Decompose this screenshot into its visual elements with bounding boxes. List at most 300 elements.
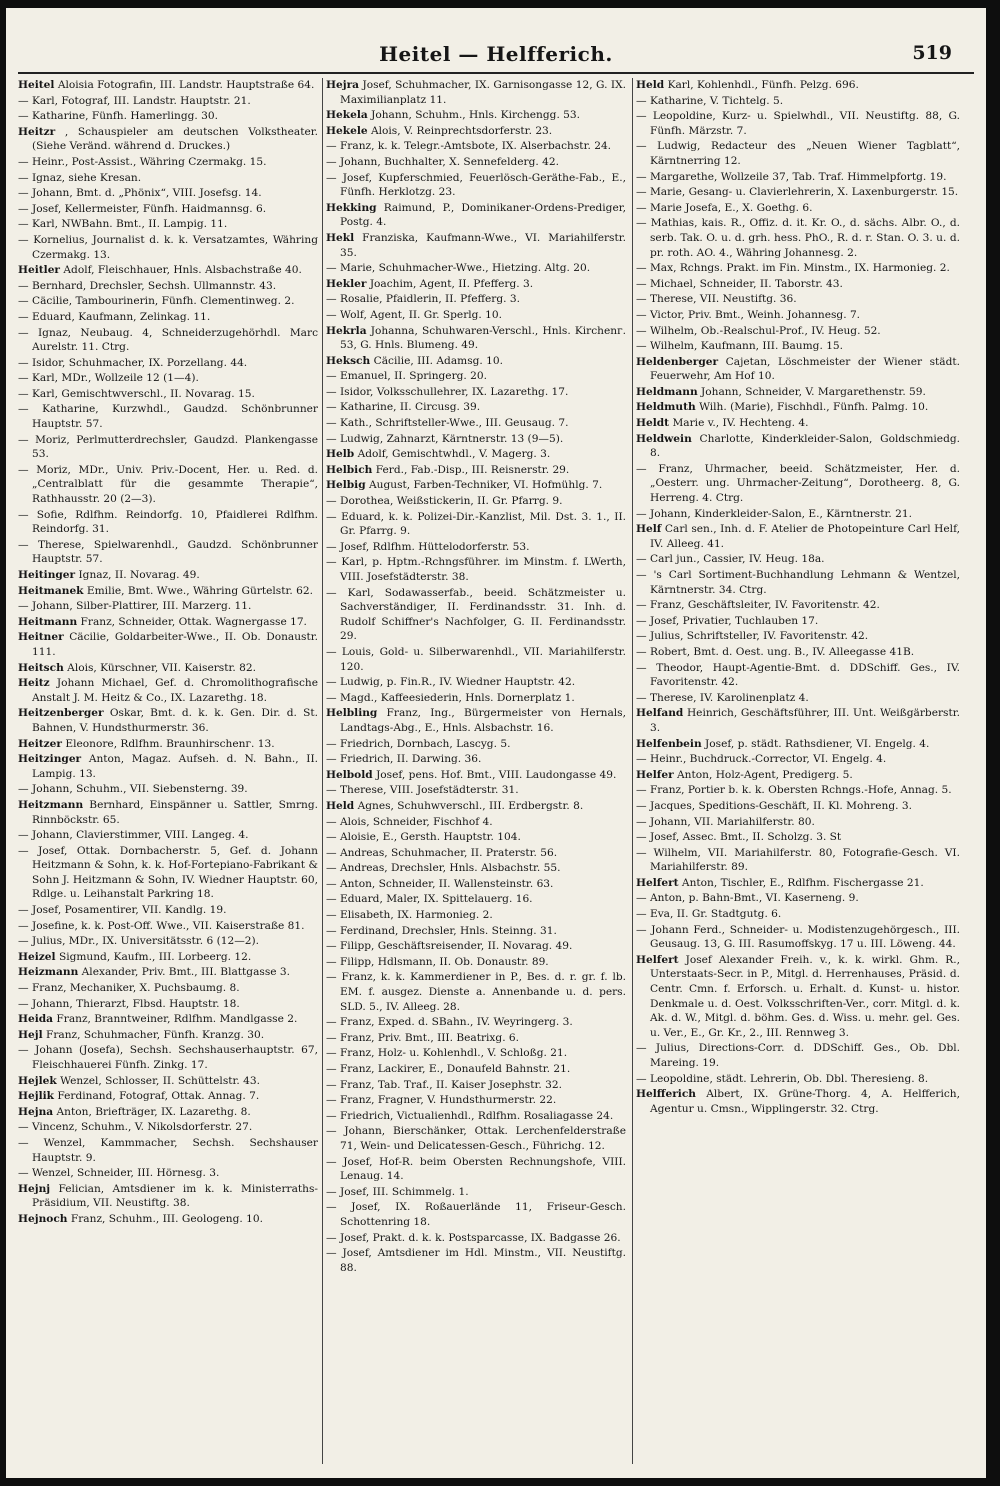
entry-text: — Andreas, Drechsler, Hnls. Alsbachstr. 55. (326, 862, 561, 875)
entry-surname: Hejl (18, 1028, 43, 1041)
entry-text: Franz, Ing., Bürgermeister von Hernals, Landtags-Abg., E., Hnls. Alsbachstr. 16. (340, 707, 626, 734)
entry-text: Adolf, Gemischtwhdl., V. Magerg. 3. (357, 448, 551, 461)
directory-entry (636, 201, 960, 216)
directory-entry (636, 261, 960, 276)
entry-text: — Karl, Fotograf, III. Landstr. Hauptstr. 21. (18, 94, 251, 107)
entry-text: — Emanuel, II. Springerg. 20. (326, 370, 487, 383)
column-divider (632, 78, 633, 1464)
directory-entry (18, 798, 318, 827)
entry-text: — Anton, p. Bahn-Bmt., VI. Kaserneng. 9. (636, 892, 859, 905)
directory-entry (636, 522, 960, 551)
directory-entry (326, 463, 626, 478)
entry-text: — Isidor, Schuhmacher, IX. Porzellang. 44. (18, 356, 248, 369)
entry-surname: Helfert (636, 953, 679, 966)
entry-text: — Johann, Schuhm., VII. Siebensterng. 39. (18, 783, 248, 796)
entry-text: — Magd., Kaffeesiederin, Hnls. Dornerplatz 1. (326, 691, 575, 704)
directory-entry (636, 598, 960, 613)
directory-entry (18, 1012, 318, 1027)
directory-entry (18, 782, 318, 797)
entry-text: — Franz, Lackirer, E., Donaufeld Bahnstr. 21. (326, 1063, 571, 1075)
directory-entry (326, 1124, 626, 1153)
entry-text: Josef, Schuhmacher, IX. Garnisongasse 12, G. IX. Maximilianplatz 11. (340, 79, 626, 106)
entry-text: — Moriz, Perlmutterdrechsler, Gaudzd. Plankengasse 53. (18, 433, 318, 461)
directory-entry (18, 1136, 318, 1165)
entry-surname: Hekela (326, 109, 368, 122)
entry-surname: Heitsch (18, 661, 64, 674)
directory-entry (636, 339, 960, 354)
directory-entry (18, 1043, 318, 1072)
entry-text: — Ludwig, Zahnarzt, Kärntnerstr. 13 (9—5). (326, 432, 564, 445)
directory-entry (326, 494, 626, 509)
entry-text: — Ignaz, siehe Kresan. (18, 171, 142, 184)
entry-surname: Heizmann (18, 966, 79, 979)
entry-text: — Ferdinand, Drechsler, Hnls. Steinng. 31. (326, 924, 557, 937)
directory-entry (636, 292, 960, 307)
directory-entry (636, 1041, 960, 1070)
entry-text: — Heinr., Buchdruck.-Corrector, VI. Engelg. 4. (636, 753, 887, 766)
entry-surname: Heitzenberger (18, 707, 104, 720)
directory-entry (18, 233, 318, 262)
directory-entry (326, 292, 626, 307)
entry-text: Felician, Amtsdiener im k. k. Ministerraths-Präsidium, VII. Neustiftg. 38. (32, 1182, 318, 1210)
directory-entry (326, 139, 626, 154)
directory-entry (18, 599, 318, 614)
entry-text: — Johann, Bmt. d. „Phönix“, VIII. Josefsg. 14. (18, 187, 262, 200)
entry-text: — Josef, Assec. Bmt., II. Scholzg. 3. St (636, 831, 842, 844)
entry-surname: Heitner (18, 631, 64, 644)
entry-text: — Wolf, Agent, II. Gr. Sperlg. 10. (326, 308, 503, 321)
entry-text: — Eduard, Maler, IX. Spittelauerg. 16. (326, 893, 533, 906)
entry-surname: Hejna (18, 1105, 54, 1118)
entry-text: — Wilhelm, Ob.-Realschul-Prof., IV. Heug. 52. (636, 324, 881, 337)
directory-entry (636, 385, 960, 400)
directory-entry (18, 78, 318, 93)
directory-entry (636, 799, 960, 814)
directory-entry (18, 661, 318, 676)
entry-surname: Heitinger (18, 569, 76, 581)
entry-text: — Josef, Amtsdiener im Hdl. Minstm., VII. Neustiftg. 88. (326, 1247, 626, 1274)
entry-text: Marie v., IV. Hechteng. 4. (672, 417, 809, 430)
entry-text: — Sofie, Rdlfhm. Reindorfg. 10, Pfaidlerei Rdlfhm. Reindorfg. 31. (18, 508, 318, 536)
entry-text: — Therese, Spielwarenhdl., Gaudzd. Schönbrunner Hauptstr. 57. (18, 538, 318, 566)
entry-surname: Helbig (326, 479, 366, 492)
entry-text: Carl sen., Inh. d. F. Atelier de Photopeinture Carl Helf, IV. Alleeg. 41. (650, 523, 960, 550)
entry-text: — Johann, Silber-Plattirer, III. Marzerg. 11. (18, 600, 252, 613)
entry-text: Wenzel, Schlosser, II. Schüttelstr. 43. (60, 1074, 260, 1087)
entry-text: — Wenzel, Schneider, III. Hörnesg. 3. (18, 1167, 220, 1180)
entry-text: — Therese, VIII. Josefstädterstr. 31. (326, 784, 519, 797)
entry-text: — Karl, Sodawasserfab., beeid. Schätzmeister u. Sachverständiger, II. Ferdinandsstr. 31. Inh. d. Rudolf Schiffner's Nachfolger, G. II. Ferdinandsstr. 29. (326, 586, 626, 643)
directory-entry (18, 294, 318, 309)
directory-entry (18, 402, 318, 431)
directory-entry (18, 737, 318, 752)
entry-text: — Johann Ferd., Schneider- u. Modistenzugehörgesch., III. Geusaug. 13, G. III. Rasumoffskyg. 17 u. III. Löweng. 44. (636, 923, 960, 951)
entry-text: Anton, Holz-Agent, Predigerg. 5. (677, 768, 853, 781)
entry-text: — Josef, Posamentirer, VII. Kandlg. 19. (18, 904, 227, 917)
entry-text: , Schauspieler am deutschen Volkstheater. (Siehe Veränd. während d. Druckes.) (32, 125, 318, 153)
entry-text: — Alois, Schneider, Fischhof 4. (326, 815, 493, 828)
directory-entry (18, 433, 318, 462)
entry-text: Johann, Schuhm., Hnls. Kirchengg. 53. (371, 109, 581, 122)
entry-text: — Leopoldine, städt. Lehrerin, Ob. Dbl. Theresieng. 8. (636, 1072, 929, 1085)
directory-entry (18, 463, 318, 507)
entry-text: — Isidor, Volksschullehrer, IX. Lazarethg. 17. (326, 385, 569, 398)
entry-text: — Johann, Buchhalter, X. Sennefelderg. 42. (326, 155, 559, 168)
entry-text: Johann, Schneider, V. Margarethenstr. 59. (701, 385, 926, 398)
entry-text: — Franz, Holz- u. Kohlenhdl., V. Schloßg. 21. (326, 1047, 568, 1060)
entry-surname: Heitz (18, 677, 50, 690)
directory-entry (18, 326, 318, 355)
directory-entry (18, 279, 318, 294)
entry-text: — Franz, k. k. Telegr.-Amtsbote, IX. Alserbachstr. 24. (326, 140, 612, 153)
entry-text: Emilie, Bmt. Wwe., Währing Gürtelstr. 62. (86, 584, 313, 597)
entry-text: — Johann, VII. Mariahilferstr. 80. (636, 815, 815, 828)
directory-entry (18, 263, 318, 278)
directory-entry (636, 109, 960, 138)
entry-text: Franziska, Kaufmann-Wwe., VI. Mariahilferstr. 35. (340, 231, 626, 259)
directory-entry (326, 892, 626, 907)
directory-entry (326, 1185, 626, 1200)
entry-text: — Ludwig, p. Fin.R., IV. Wiedner Hauptstr. 42. (326, 676, 576, 689)
entry-text: — Mathias, kais. R., Offiz. d. it. Kr. O., d. sächs. Albr. O., d. serb. Tak. O. u. d. grh. hess. PhO., R. d. r. Stan. O. 3. u. d. pr. roth. AO. 4., Währing Johannesg. 2. (636, 217, 960, 259)
directory-entry (636, 1072, 960, 1087)
entry-surname: Hekler (326, 277, 367, 290)
directory-entry (636, 355, 960, 384)
entry-text: Franz, Schneider, Ottak. Wagnergasse 17. (80, 615, 307, 628)
entry-text: Alois, V. Reinprechtsdorferstr. 23. (370, 124, 553, 137)
entry-surname: Hekking (326, 201, 377, 214)
directory-entry (636, 400, 960, 415)
entry-surname: Heldwein (636, 432, 692, 445)
entry-text: — Ludwig, Redacteur des „Neuen Wiener Tagblatt“, Kärntnerring 12. (636, 140, 960, 167)
entry-text: — Friedrich, II. Darwing. 36. (326, 753, 482, 766)
entry-text: — Josef, Ottak. Dornbacherstr. 5, Gef. d. Johann Heitzmann & Sohn, k. k. Hof-Fortepiano-Fabrikant & Sohn J. Heitzmann & Sohn, IV. Wiedner Hauptstr. 60, Rdlge. u. Leihanstalt Parkring 18. (18, 844, 318, 901)
entry-surname: Hekele (326, 124, 368, 137)
entry-text: — Margarethe, Wollzeile 37, Tab. Traf. Himmelpfortg. 19. (636, 170, 947, 183)
entry-text: Aloisia Fotografin, III. Landstr. Hauptstraße 64. (57, 79, 315, 91)
entry-text: Adolf, Fleischhauer, Hnls. Alsbachstraße 40. (63, 264, 302, 277)
entry-text: — Josef, Kupferschmied, Feuerlösch-Geräthe-Fab., E., Fünfh. Herklotzg. 23. (326, 171, 626, 199)
entry-text: — Josef, Privatier, Tuchlauben 17. (636, 614, 819, 627)
entry-text: — Elisabeth, IX. Harmonieg. 2. (326, 909, 493, 922)
entry-text: Charlotte, Kinderkleider-Salon, Goldschmiedg. 8. (650, 432, 960, 460)
entry-text: Franz, Schuhmacher, Fünfh. Kranzg. 30. (45, 1028, 265, 1041)
directory-entry (636, 216, 960, 260)
directory-column-2 (326, 78, 626, 1464)
directory-entry (18, 508, 318, 537)
entry-text: — Wenzel, Kammmacher, Sechsh. Sechshauser Hauptstr. 9. (18, 1136, 318, 1164)
page-header-title: Heitel — Helfferich. (379, 42, 613, 66)
directory-entry (636, 752, 960, 767)
directory-entry (326, 400, 626, 415)
directory-entry (326, 877, 626, 892)
entry-surname: Heida (18, 1013, 54, 1026)
directory-entry (326, 752, 626, 767)
directory-entry (326, 1046, 626, 1061)
entry-text: — Katharine, Fünfh. Hamerlingg. 30. (18, 110, 219, 123)
directory-entry (326, 645, 626, 674)
entry-text: Ferdinand, Fotograf, Ottak. Annag. 7. (57, 1090, 260, 1103)
directory-entry (326, 691, 626, 706)
directory-entry (326, 555, 626, 584)
directory-entry (326, 324, 626, 353)
entry-text: Franz, Branntweiner, Rdlfhm. Mandlgasse 2. (56, 1013, 298, 1026)
directory-entry (636, 416, 960, 431)
directory-entry (18, 109, 318, 124)
entry-text: — Kath., Schriftsteller-Wwe., III. Geusaug. 7. (326, 417, 569, 430)
entry-text: Ferd., Fab.-Disp., III. Reisnerstr. 29. (375, 463, 570, 476)
directory-entry (18, 615, 318, 630)
directory-entry (18, 94, 318, 109)
entry-surname: Heizel (18, 950, 56, 963)
directory-entry (636, 552, 960, 567)
directory-entry (326, 1246, 626, 1275)
directory-entry (326, 540, 626, 555)
entry-text: — Josefine, k. k. Post-Off. Wwe., VII. Kaiserstraße 81. (18, 919, 305, 932)
directory-entry (326, 924, 626, 939)
entry-text: — Franz, Portier b. k. k. Obersten Rchngs.-Hofe, Annag. 5. (636, 784, 952, 797)
entry-text: — Katharine, II. Circusg. 39. (326, 401, 481, 414)
entry-text: — Kornelius, Journalist d. k. k. Versatzamtes, Währing Czermakg. 13. (18, 233, 318, 261)
entry-surname: Held (326, 799, 355, 812)
directory-entry (636, 953, 960, 1041)
directory-entry (636, 94, 960, 109)
directory-entry (18, 310, 318, 325)
entry-text: — Carl jun., Cassier, IV. Heug. 18a. (636, 553, 825, 566)
entry-text: Cäcilie, Goldarbeiter-Wwe., II. Ob. Donaustr. 111. (32, 631, 318, 658)
entry-text: — Julius, Directions-Corr. d. DDSchiff. Ges., Ob. Dbl. Mareing. 19. (636, 1042, 960, 1069)
entry-text: — Josef, IX. Roßauerlände 11, Friseur-Gesch. Schottenring 18. (326, 1201, 626, 1228)
entry-text: Franz, Schuhm., III. Geologeng. 10. (70, 1212, 263, 1225)
directory-entry (18, 568, 318, 583)
directory-entry (326, 1109, 626, 1124)
directory-entry (326, 369, 626, 384)
directory-entry (636, 324, 960, 339)
entry-text: — Therese, IV. Karolinenplatz 4. (636, 691, 809, 704)
directory-entry (18, 1120, 318, 1135)
entry-text: — Franz, Mechaniker, X. Puchsbaumg. 8. (18, 982, 240, 995)
entry-text: — Franz, Exped. d. SBahn., IV. Weyringerg. 3. (326, 1016, 573, 1029)
entry-surname: Heldmuth (636, 401, 696, 414)
directory-entry (636, 876, 960, 891)
entry-surname: Heitzmann (18, 798, 84, 811)
directory-entry (18, 903, 318, 918)
directory-entry (636, 78, 960, 93)
directory-entry (326, 799, 626, 814)
entry-text: — Andreas, Schuhmacher, II. Praterstr. 56. (326, 846, 558, 859)
directory-entry (18, 1074, 318, 1089)
entry-text: — Josef, Rdlfhm. Hüttelodorferstr. 53. (326, 540, 530, 553)
entry-text: — Wilhelm, VII. Mariahilferstr. 80, Fotografie-Gesch. VI. Mariahilferstr. 89. (636, 846, 960, 874)
entry-text: — Ignaz, Neubaug. 4, Schneiderzugehörhdl. Marc Aurelstr. 11. Ctrg. (18, 326, 318, 354)
entry-text: — Marie, Gesang- u. Clavierlehrerin, X. Laxenburgerstr. 15. (636, 186, 959, 199)
entry-text: Anton, Briefträger, IX. Lazarethg. 8. (56, 1105, 251, 1118)
directory-entry (326, 586, 626, 644)
directory-entry (18, 171, 318, 186)
directory-entry (636, 768, 960, 783)
directory-entry (326, 737, 626, 752)
entry-text: — Heinr., Post-Assist., Währing Czermakg. 15. (18, 155, 267, 168)
directory-entry (326, 846, 626, 861)
entry-text: — Moriz, MDr., Univ. Priv.-Docent, Her. u. Red. d. „Centralblatt für die gesammte Therapie“, Rathhausstr. 20 (2—3). (18, 463, 318, 506)
entry-text: — Johann, Clavierstimmer, VIII. Langeg. 4. (18, 829, 249, 842)
entry-surname: Heldmann (636, 385, 698, 398)
entry-surname: Hejnj (18, 1182, 51, 1195)
directory-entry (636, 706, 960, 735)
directory-entry (636, 691, 960, 706)
entry-text: — Cäcilie, Tambourinerin, Fünfh. Clementinweg. 2. (18, 295, 295, 308)
entry-surname: Heitzr (18, 125, 56, 138)
directory-entry (636, 1087, 960, 1116)
entry-text: — Eduard, Kaufmann, Zelinkag. 11. (18, 310, 211, 323)
page-number: 519 (912, 42, 952, 64)
directory-entry (326, 783, 626, 798)
directory-entry (326, 416, 626, 431)
directory-page (6, 8, 986, 1478)
entry-surname: Hejlek (18, 1074, 57, 1087)
entry-text: — Franz, Uhrmacher, beeid. Schätzmeister, Her. d. „Oesterr. ung. Uhrmacher-Zeitung“, Dorotheerg. 8, G. Herreng. 4. Ctrg. (636, 462, 960, 505)
entry-text: — Louis, Gold- u. Silberwarenhdl., VII. Mariahilferstr. 120. (326, 645, 626, 673)
entry-text: — Filipp, Hdlsmann, II. Ob. Donaustr. 89. (326, 955, 549, 968)
entry-text: — Julius, Schriftsteller, IV. Favoritenstr. 42. (636, 630, 869, 643)
directory-entry (326, 447, 626, 462)
directory-entry (636, 308, 960, 323)
directory-entry (326, 261, 626, 276)
directory-entry (636, 661, 960, 690)
entry-text: Albert, IX. Grüne-Thorg. 4, A. Helfferich, Agentur u. Cmsn., Wipplingerstr. 32. Ctrg. (650, 1088, 960, 1115)
entry-text: Sigmund, Kaufm., III. Lorbeerg. 12. (58, 950, 252, 963)
directory-entry (326, 201, 626, 230)
directory-entry (326, 171, 626, 200)
entry-text: — Franz, Fragner, V. Hundsthurmerstr. 22. (326, 1094, 557, 1107)
entry-surname: Heldt (636, 417, 670, 430)
entry-text: — Johann, Thierarzt, Flbsd. Hauptstr. 18. (18, 997, 240, 1010)
directory-entry (326, 432, 626, 447)
directory-entry (18, 1182, 318, 1211)
entry-surname: Helf (636, 523, 662, 536)
entry-surname: Heitel (18, 79, 55, 91)
directory-entry (326, 908, 626, 923)
directory-entry (326, 861, 626, 876)
directory-entry (18, 752, 318, 781)
directory-entry (636, 568, 960, 597)
directory-entry (326, 155, 626, 170)
entry-text: — Anton, Schneider, II. Wallensteinstr. 63. (326, 877, 554, 890)
directory-entry (636, 907, 960, 922)
directory-entry (326, 1155, 626, 1184)
entry-text: — Max, Rchngs. Prakt. im Fin. Minstm., IX. Harmonieg. 2. (636, 262, 950, 275)
entry-text: August, Farben-Techniker, VI. Hofmühlg. 7. (369, 479, 603, 492)
entry-text: — Johann (Josefa), Sechsh. Sechshauserhauptstr. 67, Fleischhauerei Fünfh. Zinkg. 17. (18, 1044, 318, 1071)
entry-text: — Franz, Tab. Traf., II. Kaiser Josephstr. 32. (326, 1078, 562, 1091)
directory-entry (636, 170, 960, 185)
entry-text: Alois, Kürschner, VII. Kaiserstr. 82. (67, 661, 256, 674)
directory-entry (326, 830, 626, 845)
directory-entry (18, 676, 318, 705)
directory-entry (326, 385, 626, 400)
directory-entry (18, 934, 318, 949)
directory-entry (18, 387, 318, 402)
column-divider (322, 78, 323, 1464)
entry-text: Anton, Magaz. Aufseh. d. N. Bahn., II. Lampig. 13. (32, 753, 318, 780)
directory-entry (18, 155, 318, 170)
entry-text: — Katharine, V. Tichtelg. 5. (636, 94, 784, 107)
directory-entry (18, 950, 318, 965)
entry-surname: Helfand (636, 707, 684, 720)
directory-entry (636, 185, 960, 200)
directory-entry (636, 830, 960, 845)
entry-text: — Marie Josefa, E., X. Goethg. 6. (636, 201, 813, 214)
entry-text: — Josef, Hof-R. beim Obersten Rechnungshofe, VIII. Lenaug. 14. (326, 1155, 626, 1183)
entry-surname: Hekrla (326, 324, 367, 337)
entry-text: — Karl, Gemischtwverschl., II. Novarag. 15. (18, 387, 255, 400)
directory-entry (326, 277, 626, 292)
entry-text: Eleonore, Rdlfhm. Braunhirschenг. 13. (65, 737, 275, 750)
entry-text: Heinrich, Geschäftsführer, III. Unt. Weißgärberstr. 3. (650, 707, 960, 734)
entry-text: — Rosalie, Pfaidlerin, II. Pfefferg. 3. (326, 293, 520, 306)
entry-text: Anton, Tischler, E., Rdlfhm. Fischergasse 21. (681, 876, 924, 889)
directory-entry (18, 1166, 318, 1181)
entry-text: Cäcilie, III. Adamsg. 10. (373, 354, 503, 367)
entry-surname: Held (636, 79, 665, 91)
entry-text: — Franz, Geschäftsleiter, IV. Favoritenstr. 42. (636, 599, 880, 612)
directory-entry (326, 124, 626, 139)
directory-entry (18, 965, 318, 980)
entry-text: — Jacques, Speditions-Geschäft, II. Kl. Mohreng. 3. (636, 799, 912, 812)
directory-column-3 (636, 78, 960, 1464)
entry-text: — Marie, Schuhmacher-Wwe., Hietzing. Altg. 20. (326, 262, 591, 275)
directory-entry (326, 478, 626, 493)
directory-entry (326, 1062, 626, 1077)
entry-surname: Heitzer (18, 737, 63, 750)
entry-surname: Heitmanek (18, 584, 84, 597)
entry-text: — Eva, II. Gr. Stadtgutg. 6. (636, 908, 782, 921)
entry-surname: Helfer (636, 768, 674, 781)
entry-surname: Hejlik (18, 1090, 54, 1103)
entry-text: Oskar, Bmt. d. k. k. Gen. Dir. d. St. Bahnen, V. Hundsthurmerstr. 36. (32, 707, 318, 734)
directory-entry (326, 768, 626, 783)
entry-text: — Franz, k. k. Kammerdiener in P., Bes. d. r. gr. f. lb. EM. f. ausgez. Dienste a. Annenbande u. d. pers. SLD. 5., IV. Alleeg. 28. (326, 971, 626, 1013)
entry-text: — Katharine, Kurzwhdl., Gaudzd. Schönbrunner Hauptstr. 57. (18, 403, 318, 431)
entry-text: — Julius, MDr., IX. Universitätsstr. 6 (12—2). (18, 935, 260, 948)
directory-entry (326, 955, 626, 970)
directory-entry (636, 277, 960, 292)
directory-entry (636, 737, 960, 752)
entry-text: — Leopoldine, Kurz- u. Spielwhdl., VII. Neustiftg. 88, G. Fünfh. Märzstr. 7. (636, 110, 960, 137)
directory-entry (18, 844, 318, 902)
directory-entry (18, 371, 318, 386)
directory-entry (18, 997, 318, 1012)
directory-entry (18, 217, 318, 232)
header-rule (18, 72, 974, 74)
entry-text: Alexander, Priv. Bmt., III. Blattgasse 3. (81, 966, 291, 979)
entry-text: — Friedrich, Victualienhdl., Rdlfhm. Rosaliagasse 24. (326, 1109, 614, 1122)
directory-entry (326, 108, 626, 123)
entry-text: — Josef, III. Schimmelg. 1. (326, 1185, 469, 1198)
entry-text: — Franz, Priv. Bmt., III. Beatrixg. 6. (326, 1031, 520, 1044)
entry-text: — Robert, Bmt. d. Oest. ung. B., IV. Alleegasse 41B. (636, 645, 915, 658)
directory-entry (326, 308, 626, 323)
directory-entry (18, 1212, 318, 1227)
directory-entry (326, 1200, 626, 1229)
directory-column-1 (18, 78, 318, 1464)
directory-entry (326, 815, 626, 830)
entry-text: — Karl, p. Hptm.-Rchngsführer. im Minstm. f. LWerth, VIII. Josefstädterstr. 38. (326, 556, 626, 583)
directory-entry (18, 202, 318, 217)
entry-text: — Bernhard, Drechsler, Sechsh. Ullmannstr. 43. (18, 279, 277, 292)
directory-entry (326, 1078, 626, 1093)
entry-text: Wilh. (Marie), Fischhdl., Fünfh. Palmg. 10. (699, 401, 929, 414)
